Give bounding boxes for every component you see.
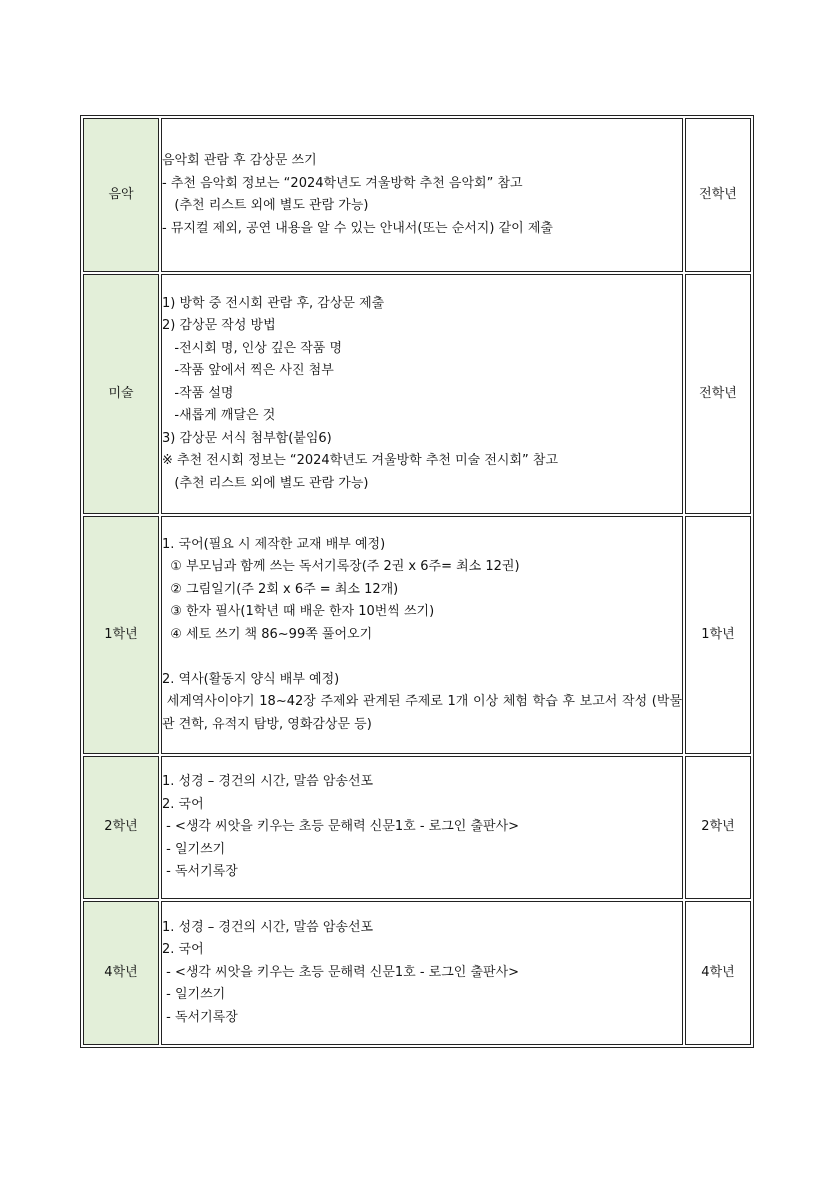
assignment-table: [80, 115, 754, 1048]
content-cell: [161, 516, 683, 754]
content-line: -전시회 명, 인상 깊은 작품 명: [162, 340, 343, 356]
content-line: - 일기쓰기: [162, 987, 226, 1003]
content-line: 음악회 관람 후 감상문 쓰기: [162, 153, 317, 168]
table-row: [83, 118, 751, 272]
content-line: ④ 세토 쓰기 책 86~99쪽 풀어오기: [162, 626, 373, 642]
content-line: 1) 방학 중 전시회 관람 후, 감상문 제출: [162, 295, 385, 311]
content-line: - <생각 씨앗을 키우는 초등 문해력 신문1호 - 로그인 출판사>: [162, 819, 520, 835]
subject-cell: 2학년: [83, 756, 159, 899]
content-line: 1. 성경 – 경건의 시간, 말씀 암송선포: [162, 774, 374, 790]
content-line: 2) 감상문 작성 방법: [162, 318, 276, 334]
content-line: 2. 국어: [162, 796, 204, 812]
grade-cell: 전학년: [685, 274, 751, 514]
content-line: - <생각 씨앗을 키우는 초등 문해력 신문1호 - 로그인 출판사>: [162, 964, 520, 980]
content-cell: [161, 274, 683, 514]
content-line: ※ 추천 전시회 정보는 “2024학년도 겨울방학 추천 미술 전시회” 참고: [162, 453, 559, 469]
content-line: 세계역사이야기 18~42장 주제와 관계된 주제로 1개 이상 체험 학습 후 보고서 작성 (박물관 견학, 유적지 탐방, 영화감상문 등): [162, 694, 682, 732]
content-line: (추천 리스트 외에 별도 관람 가능): [162, 475, 369, 491]
subject-cell: 4학년: [83, 901, 159, 1045]
content-line: 1. 성경 – 경건의 시간, 말씀 암송선포: [162, 919, 374, 935]
content-cell: [161, 118, 683, 272]
table-row: [83, 274, 751, 514]
content-line: 1. 국어(필요 시 제작한 교재 배부 예정): [162, 536, 386, 552]
table-row: [83, 516, 751, 754]
content-line: ① 부모님과 함께 쓰는 독서기록장(주 2권 x 6주= 최소 12권): [162, 559, 520, 575]
content-line: ③ 한자 필사(1학년 때 배운 한자 10번씩 쓰기): [162, 604, 435, 620]
content-line: [162, 646, 682, 669]
content-line: - 뮤지컬 제외, 공연 내용을 알 수 있는 안내서(또는 순서지) 같이 제출: [162, 220, 553, 236]
content-line: 2. 국어: [162, 942, 204, 958]
content-cell: [161, 756, 683, 899]
table-row: [83, 756, 751, 899]
grade-cell: 1학년: [685, 516, 751, 754]
content-line: ② 그림일기(주 2회 x 6주 = 최소 12개): [162, 581, 399, 597]
content-line: -작품 설명: [162, 385, 234, 401]
content-line: -새롭게 깨달은 것: [162, 408, 276, 424]
content-line: - 추천 음악회 정보는 “2024학년도 겨울방학 추천 음악회” 참고: [162, 175, 523, 191]
grade-cell: 4학년: [685, 901, 751, 1045]
content-line: 2. 역사(활동지 양식 배부 예정): [162, 671, 340, 687]
subject-cell: 1학년: [83, 516, 159, 754]
content-line: - 일기쓰기: [162, 841, 226, 857]
content-line: -작품 앞에서 찍은 사진 첨부: [162, 363, 334, 379]
content-line: (추천 리스트 외에 별도 관람 가능): [162, 198, 369, 213]
content-line: - 독서기록장: [162, 1009, 238, 1025]
grade-cell: 전학년: [685, 118, 751, 272]
content-cell: [161, 901, 683, 1045]
content-line: 3) 감상문 서식 첨부함(붙임6): [162, 430, 332, 446]
subject-cell: 미술: [83, 274, 159, 514]
table-row: [83, 901, 751, 1045]
content-line: - 독서기록장: [162, 864, 238, 880]
subject-cell: 음악: [83, 118, 159, 272]
grade-cell: 2학년: [685, 756, 751, 899]
